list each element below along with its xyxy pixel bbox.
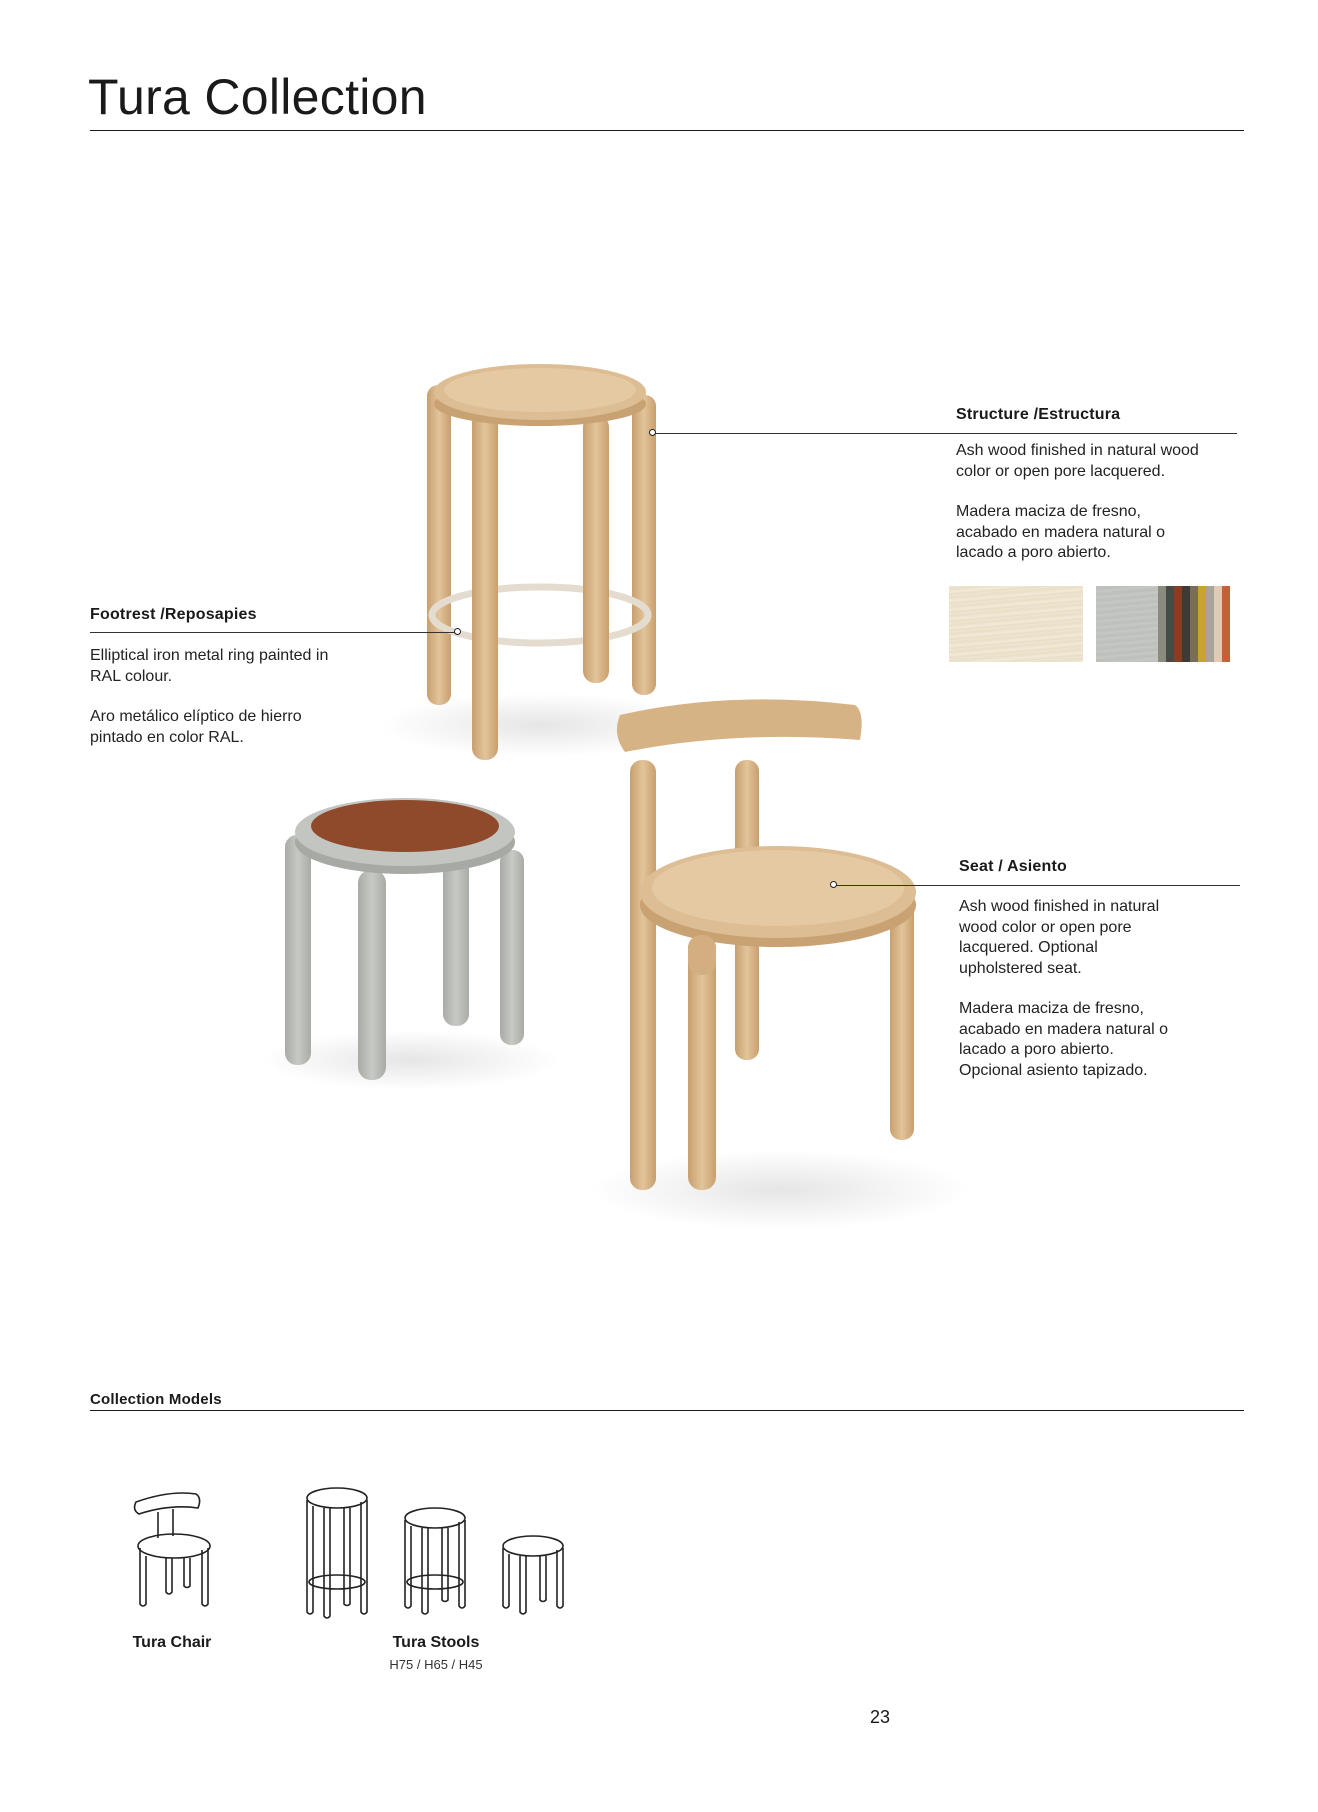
footrest-callout-dot	[454, 628, 461, 635]
lacquer-color-swatches	[1096, 586, 1230, 662]
lacquer-grey-swatch	[1096, 586, 1158, 662]
stool-leg	[427, 385, 451, 705]
footrest-callout-line	[90, 632, 458, 633]
seat-text-en: Ash wood finished in natural wood color or open pore lacquered. Optional upholstered seat.	[959, 898, 1160, 977]
stool-leg	[285, 835, 311, 1065]
page-title: Tura Collection	[88, 69, 427, 125]
stool-leg	[632, 395, 656, 695]
footrest-ring	[432, 587, 648, 643]
stool-leg	[500, 850, 524, 1045]
seat-heading: Seat / Asiento	[959, 858, 1068, 875]
page-number: 23	[870, 1707, 891, 1727]
lacquer-color-strip	[1158, 586, 1166, 662]
seat-text-es: Madera maciza de fresno, acabado en madera natural o lacado a poro abierto. Opcional asiento tapizado.	[959, 1000, 1169, 1079]
tall-stool-photo	[380, 364, 700, 760]
collection-models-heading: Collection Models	[90, 1391, 222, 1408]
lacquer-color-strip	[1222, 586, 1230, 662]
structure-callout-line	[653, 433, 1237, 434]
lacquer-color-strips	[1158, 586, 1230, 662]
lacquer-color-strip	[1206, 586, 1214, 662]
tura-stools-label: Tura Stools	[392, 1634, 480, 1651]
tura-chair-label: Tura Chair	[132, 1634, 212, 1651]
tura-stools-sizes: H75 / H65 / H45	[389, 1657, 483, 1672]
structure-text-es: Madera maciza de fresno, acabado en madera natural o lacado a poro abierto.	[956, 503, 1166, 561]
lacquer-color-strip	[1174, 586, 1182, 662]
chair-line-drawing	[130, 1488, 220, 1628]
seat-callout-line	[834, 885, 1240, 886]
seat-callout-dot	[830, 881, 837, 888]
lacquer-color-strip	[1190, 586, 1198, 662]
chair-leg	[890, 900, 914, 1140]
stool-h65-line-drawing	[400, 1506, 470, 1626]
stool-leg	[358, 870, 386, 1080]
stool-h45-line-drawing	[498, 1534, 568, 1624]
structure-text-en: Ash wood finished in natural wood color or open pore lacquered.	[956, 442, 1199, 480]
stool-leg	[583, 415, 609, 683]
models-divider	[90, 1410, 1244, 1411]
chair-photo	[590, 699, 970, 1230]
structure-callout-dot	[649, 429, 656, 436]
stool-h75-line-drawing	[302, 1486, 372, 1626]
lacquer-color-strip	[1182, 586, 1190, 662]
footrest-heading: Footrest /Reposapies	[90, 606, 257, 623]
lacquer-color-strip	[1166, 586, 1174, 662]
low-stool-photo	[260, 798, 560, 1090]
lacquer-color-strip	[1214, 586, 1222, 662]
footrest-text-es: Aro metálico elíptico de hierro pintado en color RAL.	[90, 708, 302, 746]
footrest-text-en: Elliptical iron metal ring painted in RAL colour.	[90, 647, 329, 685]
upholstered-seat	[311, 800, 499, 852]
structure-heading: Structure /Estructura	[956, 406, 1121, 423]
stool-leg	[472, 410, 498, 760]
chair-leg	[630, 760, 656, 1190]
stool-leg	[443, 858, 469, 1026]
lacquer-color-strip	[1198, 586, 1206, 662]
natural-wood-swatch	[949, 586, 1083, 662]
